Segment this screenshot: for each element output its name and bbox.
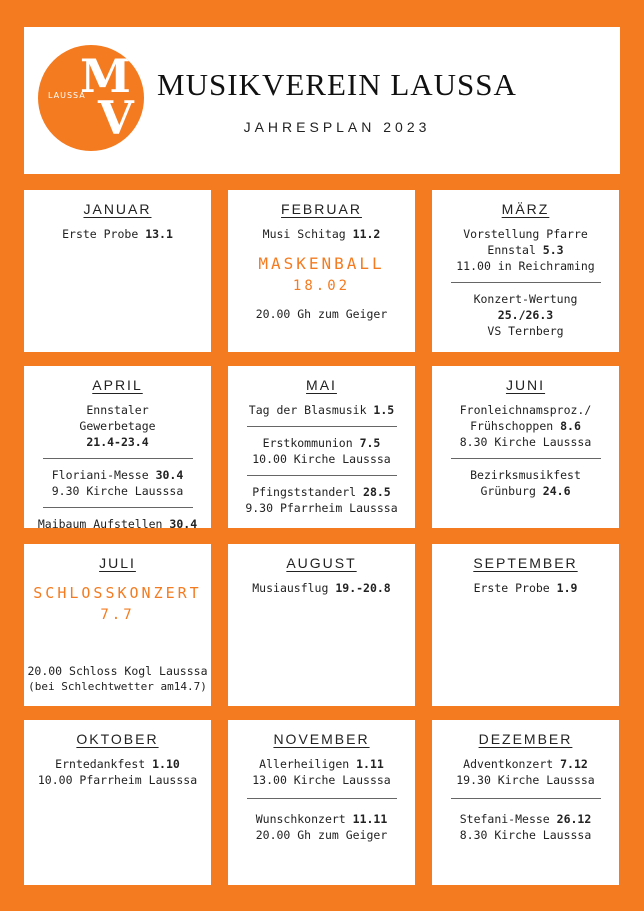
event-line: VS Ternberg [487,324,564,338]
highlight-date: 7.7 [100,607,135,623]
logo-letter-m: M [80,49,131,103]
card-juli [24,544,211,706]
event-line: Erstkommunion 7.5 [262,436,381,450]
card-februar [228,190,415,352]
logo-small-text: LAUSSA [48,91,86,100]
event-line: 9.30 Pfarrheim Lausssa [245,501,398,515]
divider [451,282,601,283]
card-april [24,366,211,531]
event-line: Tag der Blasmusik 1.5 [248,403,395,417]
event-line: 13.00 Kirche Lausssa [252,773,391,787]
event-line: Frühschoppen 8.6 [470,419,581,433]
event-line: Floriani-Messe 30.4 [51,468,184,482]
event-line: Bezirksmusikfest [470,468,581,482]
divider [451,798,601,799]
event-line: 20.00 Gh zum Geiger [255,307,388,321]
event-line: 9.30 Kirche Lausssa [51,484,184,498]
card-mai [228,366,415,528]
event-line: 20.00 Gh zum Geiger [255,828,388,842]
event-date: 21.4-23.4 [86,435,149,449]
highlight-event: SCHLOSSKONZERT [33,584,202,602]
event-date: 25./26.3 [497,308,554,322]
page-subtitle: JAHRESPLAN 2023 [243,119,431,135]
month-title: JANUAR [83,201,152,217]
card-januar [24,190,211,352]
event-line: 8.30 Kirche Lausssa [459,435,592,449]
event-line: Maibaum Aufstellen 30.4 [37,517,198,531]
month-title: MAI [306,377,337,393]
header [24,27,620,174]
event-line: Pfingststanderl 28.5 [252,485,391,499]
month-title: JULI [99,555,136,571]
card-november [228,720,415,885]
event-line: Gewerbetage [79,419,156,433]
logo [38,45,144,151]
event-line: Erste Probe 1.9 [473,581,578,595]
divider [43,507,193,508]
event-line: Allerheiligen 1.11 [259,757,384,771]
event-line: 20.00 Schloss Kogl Lausssa [27,664,208,678]
event-line: Konzert-Wertung [473,292,578,306]
event-line: Wunschkonzert 11.11 [255,812,388,826]
card-oktober [24,720,211,885]
divider [43,458,193,459]
event-line: Ennstaler [86,403,149,417]
month-title: APRIL [92,377,143,393]
month-title: FEBRUAR [281,201,362,217]
event-line: Musi Schitag 11.2 [262,227,381,241]
event-line: Musiausflug 19.-20.8 [252,581,391,595]
highlight-event: MASKENBALL [258,254,385,273]
month-title: SEPTEMBER [473,555,578,571]
event-line: 10.00 Kirche Lausssa [252,452,391,466]
month-title: NOVEMBER [273,731,370,747]
event-line: Grünburg 24.6 [480,484,571,498]
event-line: Erste Probe 13.1 [62,227,173,241]
divider [247,798,397,799]
card-dezember [432,720,619,885]
divider [247,426,397,427]
event-line: Ennstal 5.3 [487,243,564,257]
month-title: DEZEMBER [478,731,573,747]
month-title: JUNI [505,377,546,393]
event-line: Fronleichnamsproz./ [459,403,592,417]
card-juni [432,366,619,528]
event-line: Vorstellung Pfarre [463,227,588,241]
event-line: 10.00 Pfarrheim Lausssa [37,773,198,787]
event-line: Adventkonzert 7.12 [463,757,588,771]
card-september [432,544,619,706]
event-line: (bei Schlechtwetter am14.7) [28,680,207,693]
month-title: OKTOBER [76,731,159,747]
divider [451,458,601,459]
event-line: 8.30 Kirche Lausssa [459,828,592,842]
highlight-date: 18.02 [292,278,351,294]
card-maerz [432,190,619,352]
month-title: MÄRZ [501,201,550,217]
event-line: 19.30 Kirche Lausssa [456,773,595,787]
event-line: Stefani-Messe 26.12 [459,812,592,826]
month-title: AUGUST [286,555,357,571]
card-august [228,544,415,706]
divider [247,475,397,476]
event-line: 11.00 in Reichraming [456,259,595,273]
page-title: MUSIKVEREIN LAUSSA [157,67,517,102]
event-line: Erntedankfest 1.10 [55,757,180,771]
logo-letter-v: V [98,91,134,145]
